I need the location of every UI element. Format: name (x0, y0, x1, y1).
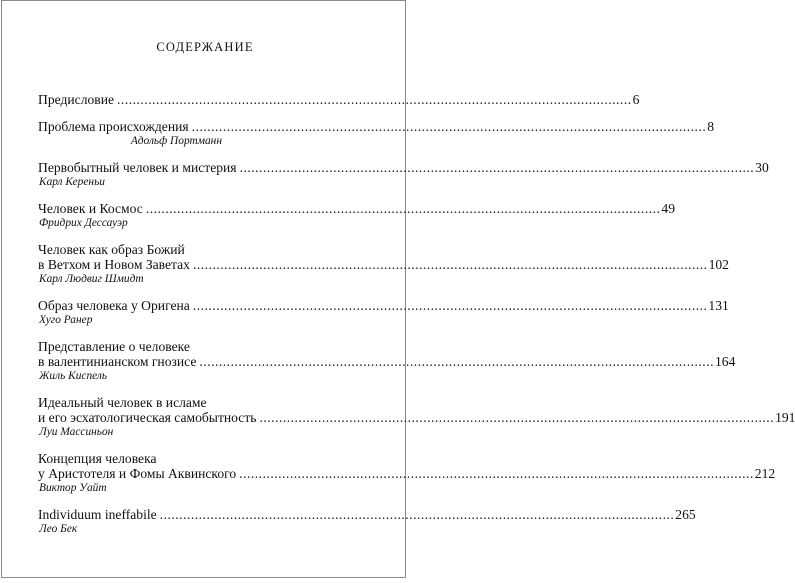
toc-entry-author: Луи Массиньон (39, 426, 114, 438)
toc-entry-page: 102 (708, 257, 729, 272)
toc-entry-title: Образ человека у Оригена (38, 298, 190, 313)
dot-leader: .................................................................................................................................... (192, 298, 708, 313)
table-of-contents (38, 92, 795, 548)
toc-entry-author: Карл Кереньи (39, 176, 105, 188)
toc-entry-line (38, 92, 640, 107)
toc-entry-line (38, 354, 736, 369)
dot-leader: .................................................................................................................................... (145, 201, 661, 216)
toc-entry-author: Адольф Портманн (130, 135, 222, 147)
toc-entry-author: Виктор Уайт (39, 482, 107, 494)
toc-entry-title: Человек и Космос (38, 201, 143, 216)
toc-entry-page: 164 (714, 354, 736, 369)
toc-entry (38, 242, 729, 286)
toc-entry-line (38, 507, 696, 522)
dot-leader: .................................................................................................................................... (239, 160, 755, 175)
toc-entry-page: 49 (661, 201, 676, 216)
dot-leader: .................................................................................................................................... (159, 507, 675, 522)
toc-entry-title: Проблема происхождения (38, 119, 189, 134)
toc-entry-title-continued: в Ветхом и Новом Заветах (38, 257, 190, 272)
toc-entry-page: 30 (755, 160, 769, 175)
toc-entry-line (38, 119, 715, 134)
dot-leader: .................................................................................................................................... (117, 92, 632, 107)
toc-entry-author: Лео Бек (39, 523, 78, 535)
toc-entry-page: 212 (754, 466, 776, 481)
toc-entry-line (38, 160, 769, 175)
dot-leader: .................................................................................................................................... (239, 466, 754, 481)
toc-entry-author: Фридрих Дессауэр (39, 217, 128, 229)
toc-entry-title: Предисловие (38, 92, 115, 107)
toc-entry-title: Представление о человеке (38, 339, 190, 354)
toc-entry (38, 507, 696, 536)
toc-entry-page: 6 (632, 92, 640, 107)
toc-entry-title: Идеальный человек в исламе (38, 395, 207, 410)
toc-entry-title: Individuum ineffabile (38, 507, 157, 522)
toc-entry-page: 265 (675, 507, 696, 522)
toc-entry-title-continued: у Аристотеля и Фомы Аквинского (38, 466, 237, 481)
toc-entry (38, 92, 640, 107)
dot-leader: .................................................................................................................................... (192, 257, 708, 272)
toc-entry-title-continued: и его эсхатологическая самобытность (38, 410, 257, 425)
toc-entry (38, 298, 729, 327)
toc-entry-line (38, 466, 776, 481)
toc-entry-author: Хуго Ранер (39, 314, 93, 326)
dot-leader: .................................................................................................................................... (191, 119, 707, 134)
toc-entry (38, 201, 676, 230)
toc-heading: СОДЕРЖАНИЕ (156, 40, 254, 54)
toc-entry (38, 119, 715, 148)
toc-entry (38, 395, 795, 439)
toc-entry-title: Человек как образ Божий (38, 242, 185, 257)
toc-entry-line (38, 410, 795, 425)
toc-entry (38, 160, 769, 189)
dot-leader: .................................................................................................................................... (199, 354, 714, 369)
toc-entry-line (38, 257, 729, 272)
toc-entry (38, 339, 736, 383)
toc-entry-title: Концепция человека (38, 451, 157, 466)
toc-entry-title-continued: в валентинианском гнозисе (38, 354, 197, 369)
toc-entry-author: Жиль Киспель (39, 370, 108, 382)
toc-entry-page: 8 (707, 119, 715, 134)
toc-entry-line (38, 298, 729, 313)
toc-entry-author: Карл Людвиг Шмидт (39, 273, 144, 285)
toc-entry-page: 131 (708, 298, 729, 313)
toc-entry (38, 451, 776, 495)
toc-entry-line (38, 201, 676, 216)
dot-leader: .................................................................................................................................... (259, 410, 775, 425)
toc-entry-page: 191 (775, 410, 795, 425)
toc-entry-title: Первобытный человек и мистерия (38, 160, 237, 175)
